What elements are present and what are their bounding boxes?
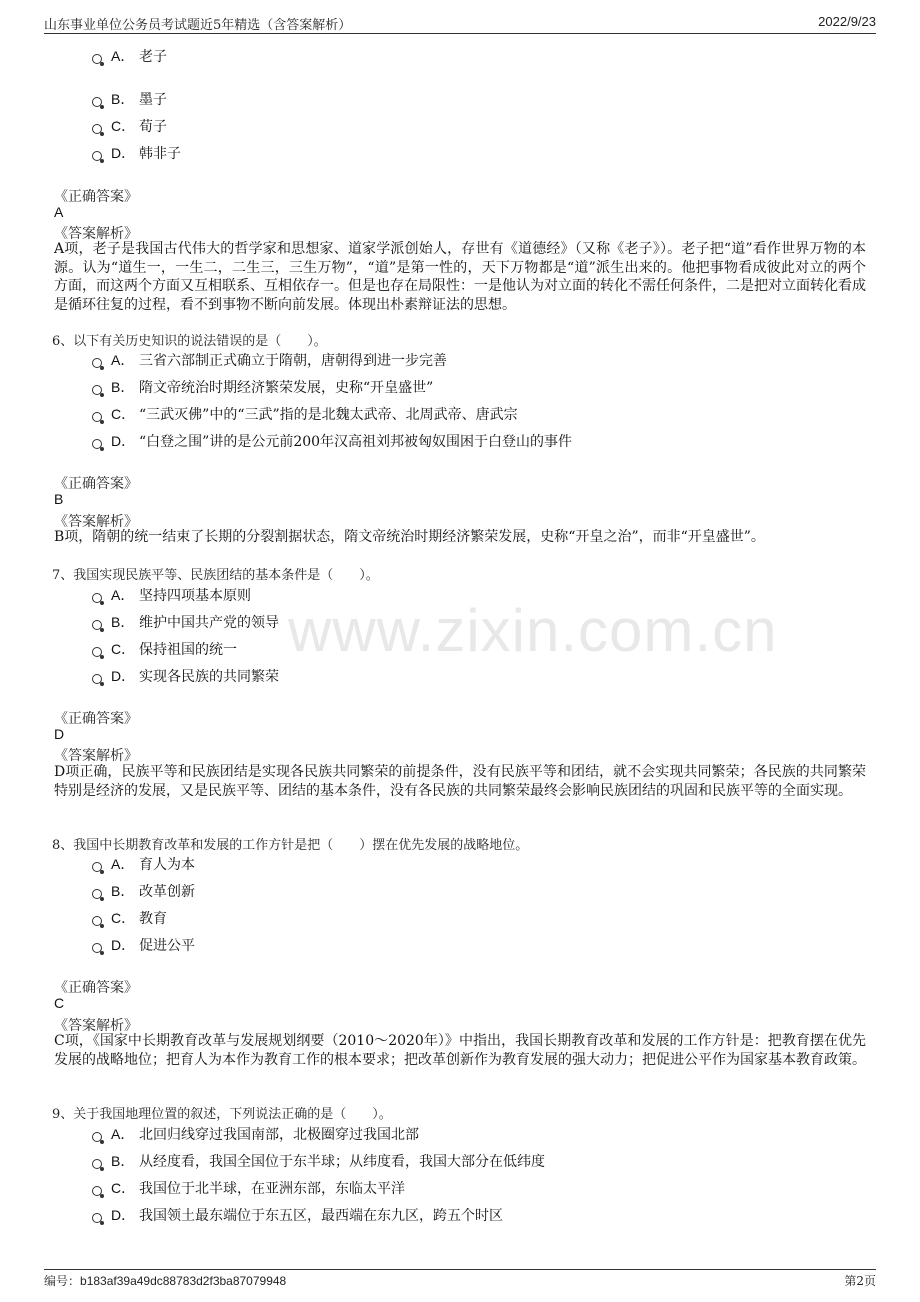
- header-divider: [44, 33, 876, 34]
- q7-option-d[interactable]: D． 实现各民族的共同繁荣: [92, 666, 279, 686]
- document-date: 2022/9/23: [818, 14, 876, 29]
- q8-option-c[interactable]: C． 教育: [92, 908, 167, 928]
- q5-analysis: A项，老子是我国古代伟大的哲学家和思想家、道家学派创始人，存世有《道德经》（又称《老子》）。老子把“道”看作世界万物的本源。认为“道生一，一生二，二生三，三生万物”，“道”是第一性的，天下万物都是“道”派生出来的。他把事物看成彼此对立的两个方面，而这两个方面又互相联系、互相依存一。但是也存在局限性：一是他认为对立面的转化不需任何条件，二是把对立面转化看成是循环往复的过程，看不到事物不断向前发展。体现出朴素辩证法的思想。: [54, 241, 866, 313]
- radio-icon[interactable]: [92, 1186, 102, 1196]
- q7-option-b[interactable]: B． 维护中国共产党的领导: [92, 612, 279, 632]
- q9-question: 9、关于我国地理位置的叙述，下列说法正确的是（ ）。: [52, 1107, 392, 1122]
- q8-analysis: C项，《国家中长期教育改革与发展规划纲要（2010～2020年）》中指出，我国长期教育改革和发展的工作方针是：把教育摆在优先发展的战略地位；把育人为本作为教育工作的根本要求；把改革创新作为教育发展的强大动力；把促进公平作为国家基本教育政策。: [54, 1033, 866, 1068]
- q8-answer: C: [54, 995, 65, 1011]
- document-title: 山东事业单位公务员考试题近5年精选（含答案解析）: [44, 18, 352, 33]
- q8-option-a[interactable]: A． 育人为本: [92, 854, 195, 874]
- q7-option-c[interactable]: C． 保持祖国的统一: [92, 639, 237, 659]
- radio-icon[interactable]: [92, 54, 102, 64]
- q8-question: 8、我国中长期教育改革和发展的工作方针是把（ ）摆在优先发展的战略地位。: [52, 838, 529, 853]
- radio-icon[interactable]: [92, 124, 102, 134]
- q6-option-b[interactable]: B． 隋文帝统治时期经济繁荣发展，史称“开皇盛世”: [92, 377, 433, 397]
- q6-correct-label: 《正确答案》: [54, 476, 138, 492]
- footer-divider: [44, 1269, 876, 1270]
- radio-icon[interactable]: [92, 593, 102, 603]
- radio-icon[interactable]: [92, 151, 102, 161]
- q5-option-b[interactable]: B． 墨子: [92, 89, 167, 109]
- radio-icon[interactable]: [92, 439, 102, 449]
- q7-question: 7、我国实现民族平等、民族团结的基本条件是（ ）。: [52, 568, 379, 583]
- q5-analysis-label: 《答案解析》: [54, 226, 138, 242]
- q8-option-b[interactable]: B． 改革创新: [92, 881, 195, 901]
- radio-icon[interactable]: [92, 647, 102, 657]
- q8-option-d[interactable]: D． 促进公平: [92, 935, 195, 955]
- q9-option-a[interactable]: A． 北回归线穿过我国南部，北极圈穿过我国北部: [92, 1124, 419, 1144]
- q5-option-d[interactable]: D． 韩非子: [92, 143, 181, 163]
- watermark: www.zixin.com.cn: [288, 597, 778, 664]
- document-code: 编号：b183af39a49dc88783d2f3ba87079948: [44, 1274, 287, 1288]
- radio-icon[interactable]: [92, 620, 102, 630]
- radio-icon[interactable]: [92, 385, 102, 395]
- q7-analysis: D项正确，民族平等和民族团结是实现各民族共同繁荣的前提条件，没有民族平等和团结，就不会实现共同繁荣；各民族的共同繁荣特别是经济的发展，又是民族平等、团结的基本条件，没有各民族的共同繁荣最终会影响民族团结的巩固和民族平等的全面实现。: [54, 764, 866, 799]
- q6-answer: B: [54, 491, 64, 507]
- radio-icon[interactable]: [92, 1159, 102, 1169]
- q9-option-d[interactable]: D． 我国领土最东端位于东五区，最西端在东九区，跨五个时区: [92, 1205, 503, 1225]
- q9-option-c[interactable]: C． 我国位于北半球，在亚洲东部，东临太平洋: [92, 1178, 405, 1198]
- radio-icon[interactable]: [92, 1132, 102, 1142]
- radio-icon[interactable]: [92, 358, 102, 368]
- q6-option-d[interactable]: D． “白登之围”讲的是公元前200年汉高祖刘邦被匈奴围困于白登山的事件: [92, 431, 572, 451]
- page-number: 第2页: [844, 1274, 876, 1288]
- q8-analysis-label: 《答案解析》: [54, 1018, 138, 1034]
- q6-analysis: B项，隋朝的统一结束了长期的分裂割据状态，隋文帝统治时期经济繁荣发展，史称“开皇之治”，而非“开皇盛世”。: [54, 529, 765, 545]
- q6-question: 6、以下有关历史知识的说法错误的是（ ）。: [52, 334, 327, 349]
- radio-icon[interactable]: [92, 889, 102, 899]
- q5-option-c[interactable]: C． 荀子: [92, 116, 167, 136]
- q5-option-a[interactable]: A． 老子: [92, 46, 167, 66]
- q6-analysis-label: 《答案解析》: [54, 514, 138, 530]
- q5-correct-label: 《正确答案》: [54, 189, 138, 205]
- q6-option-c[interactable]: C． “三武灭佛”中的“三武”指的是北魏太武帝、北周武帝、唐武宗: [92, 404, 518, 424]
- radio-icon[interactable]: [92, 97, 102, 107]
- q7-answer: D: [54, 726, 65, 742]
- radio-icon[interactable]: [92, 916, 102, 926]
- q7-analysis-label: 《答案解析》: [54, 748, 138, 764]
- q5-answer: A: [54, 204, 64, 220]
- radio-icon[interactable]: [92, 1213, 102, 1223]
- q8-correct-label: 《正确答案》: [54, 980, 138, 996]
- radio-icon[interactable]: [92, 862, 102, 872]
- q7-correct-label: 《正确答案》: [54, 711, 138, 727]
- q9-option-b[interactable]: B． 从经度看，我国全国位于东半球；从纬度看，我国大部分在低纬度: [92, 1151, 545, 1171]
- q6-option-a[interactable]: A． 三省六部制正式确立于隋朝，唐朝得到进一步完善: [92, 350, 447, 370]
- radio-icon[interactable]: [92, 674, 102, 684]
- q7-option-a[interactable]: A． 坚持四项基本原则: [92, 585, 251, 605]
- radio-icon[interactable]: [92, 943, 102, 953]
- radio-icon[interactable]: [92, 412, 102, 422]
